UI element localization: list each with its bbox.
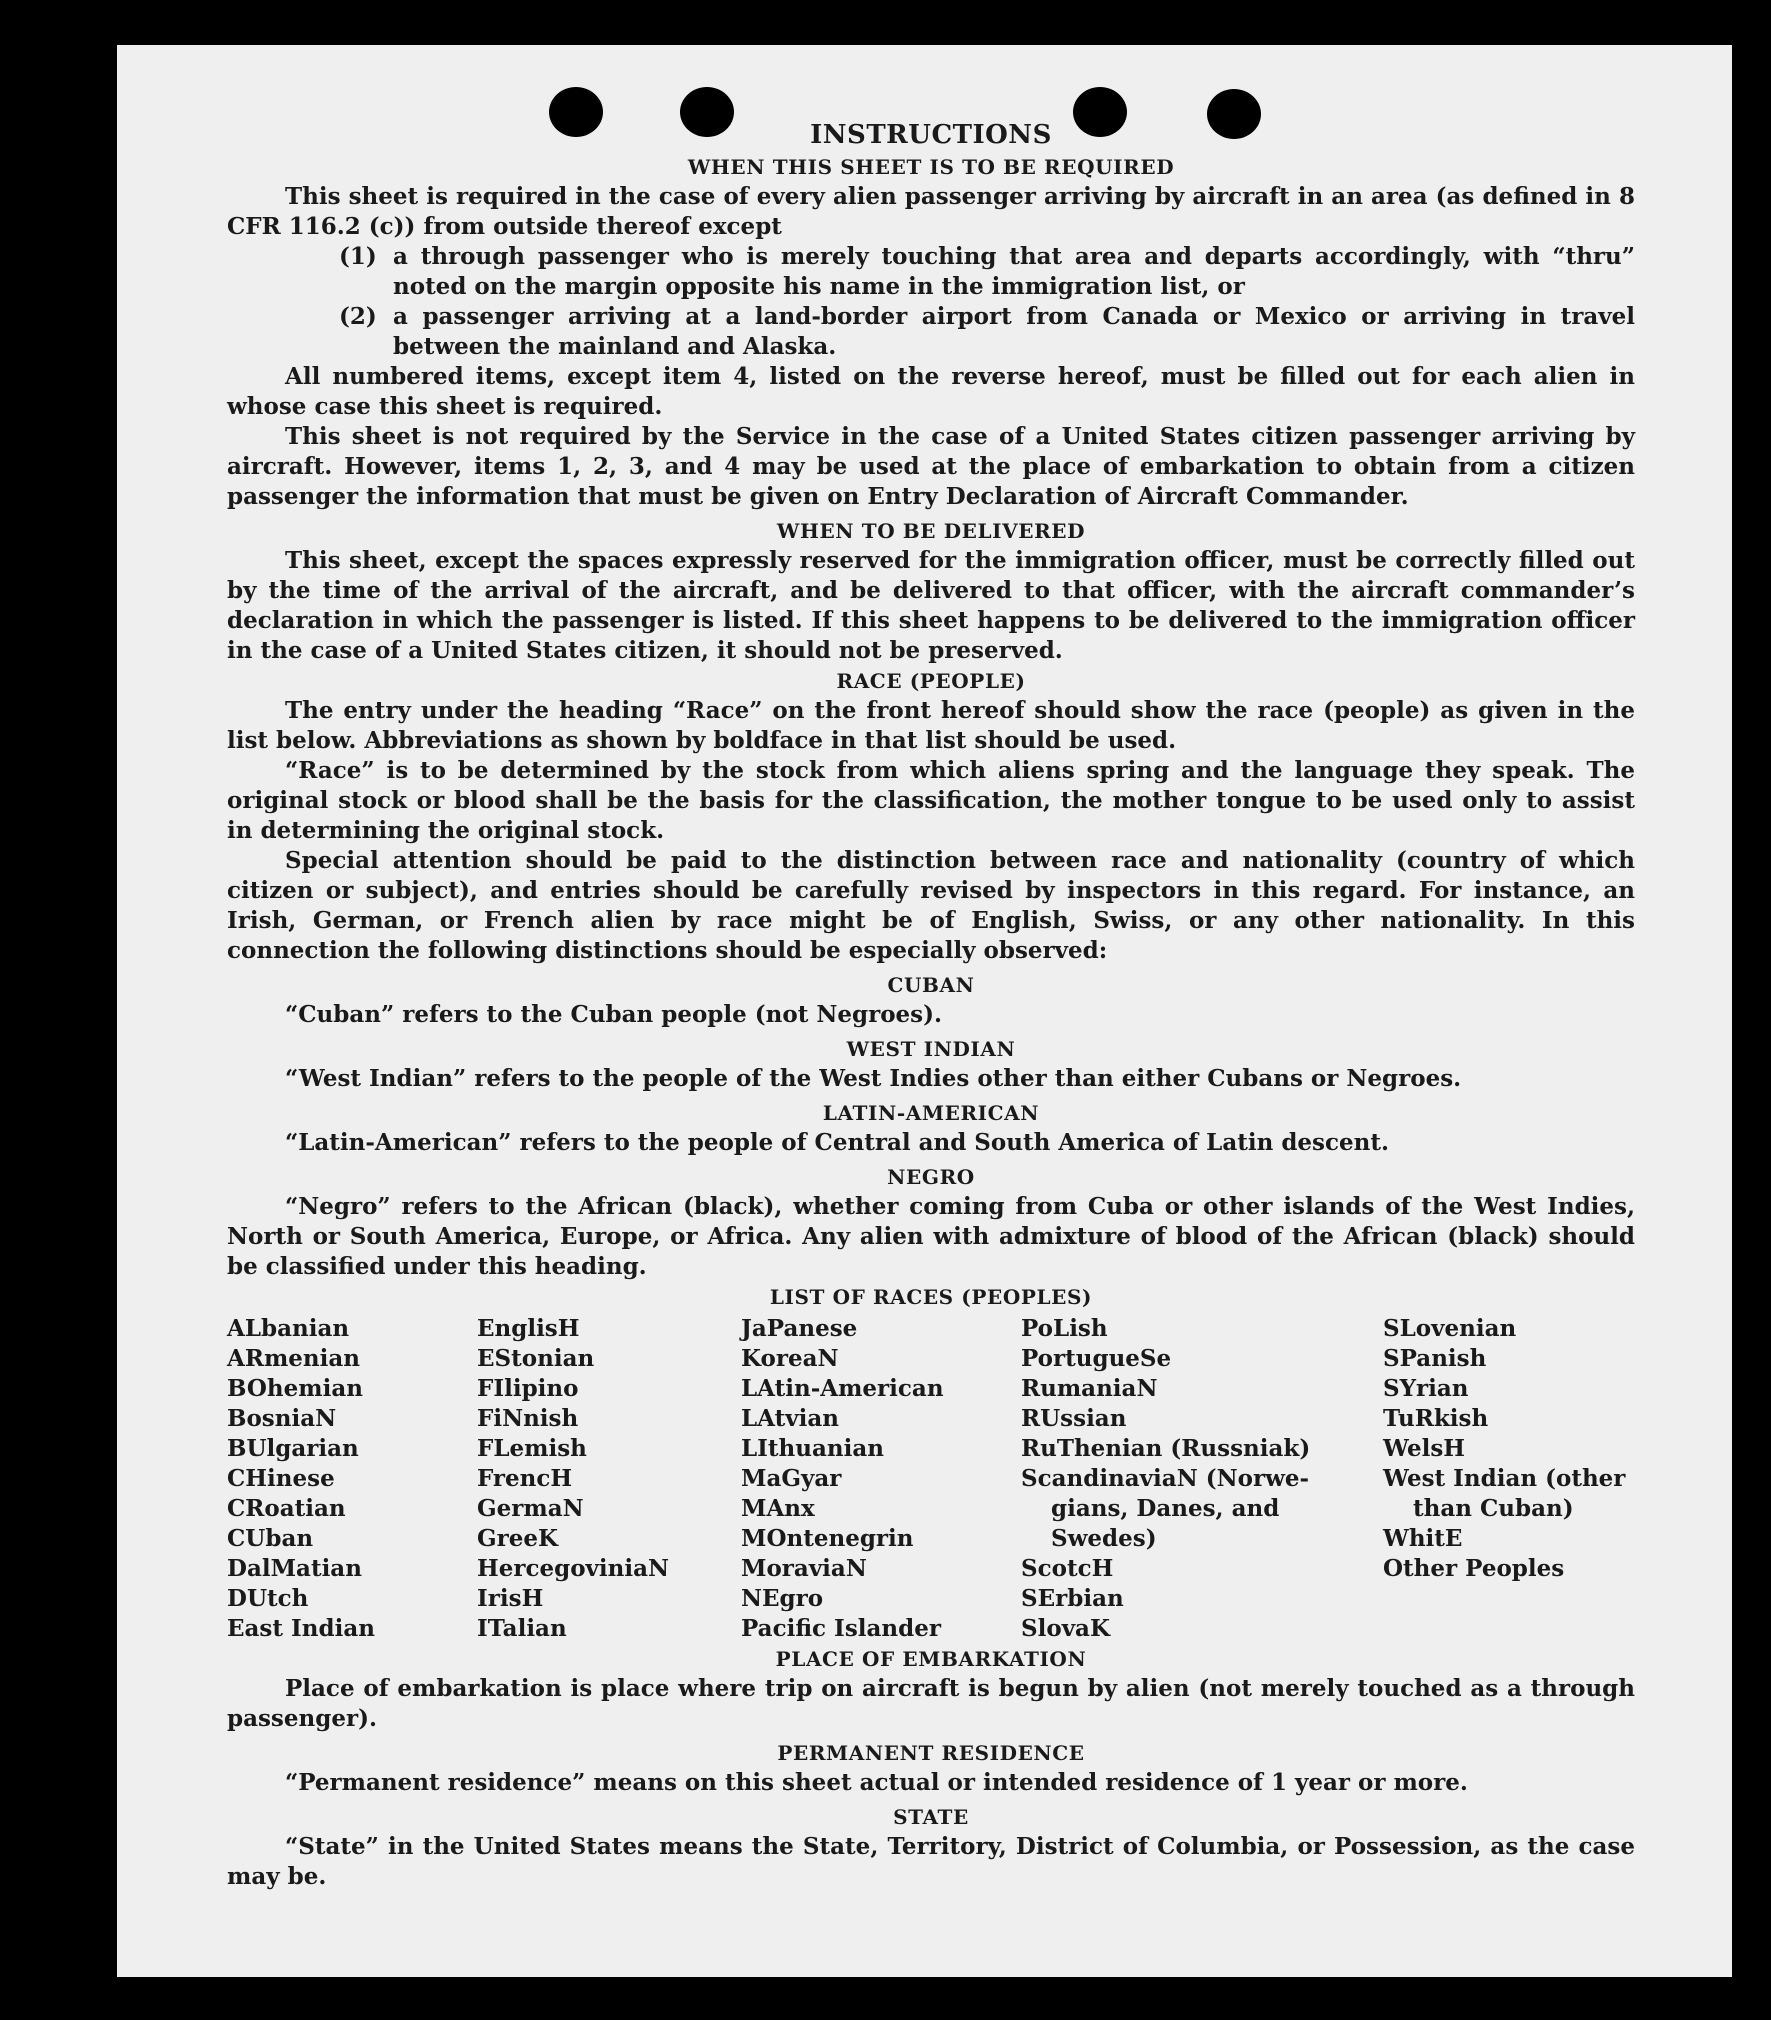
races-column [741, 1314, 1021, 1644]
race-entry: FIlipino [477, 1375, 579, 1402]
race-entry: NEgro [741, 1585, 824, 1612]
race-entry: West Indian (other [1383, 1465, 1626, 1492]
races-list [227, 1314, 1635, 1644]
section-heading-delivered: WHEN TO BE DELIVERED [776, 519, 1086, 543]
race-entry: CUban [227, 1525, 314, 1552]
race-entry: DUtch [227, 1585, 309, 1612]
page-title: INSTRUCTIONS [810, 120, 1052, 150]
paragraph: “West Indian” refers to the people of the West Indies other than either Cubans or Negroes. [285, 1065, 1462, 1092]
race-entry: MAnx [741, 1495, 815, 1522]
race-entry: SLovenian [1383, 1315, 1517, 1342]
races-column [1021, 1314, 1383, 1644]
race-entry: CRoatian [227, 1495, 346, 1522]
race-entry: MaGyar [741, 1465, 842, 1492]
race-entry: GreeK [477, 1525, 559, 1552]
section-heading-residence: PERMANENT RESIDENCE [777, 1741, 1085, 1765]
race-entry: CHinese [227, 1465, 335, 1492]
race-entry: SErbian [1021, 1585, 1124, 1612]
race-entry: BosniaN [227, 1405, 337, 1432]
races-column [1383, 1314, 1635, 1644]
race-entry: DalMatian [227, 1555, 362, 1582]
section-heading-races: LIST OF RACES (PEOPLES) [769, 1285, 1093, 1309]
race-entry: Other Peoples [1383, 1555, 1565, 1582]
paragraph: Place of embarkation is place where trip on aircraft is begun by alien (not merely touched as a through passenger). [227, 1675, 1635, 1732]
race-entry: SPanish [1383, 1345, 1487, 1372]
race-entry: RuThenian (Russniak) [1021, 1435, 1311, 1462]
race-entry: HercegoviniaN [477, 1555, 670, 1582]
section-heading-required: WHEN THIS SHEET IS TO BE REQUIRED [687, 155, 1175, 179]
race-entry: East Indian [227, 1615, 375, 1642]
race-entry: ITalian [477, 1615, 567, 1642]
race-entry: BOhemian [227, 1375, 363, 1402]
section-heading-west-indian: WEST INDIAN [846, 1037, 1016, 1061]
paragraph: “Latin-American” refers to the people of Central and South America of Latin descent. [285, 1129, 1389, 1156]
paragraph: Special attention should be paid to the distinction between race and nationality (country of which citizen or subject), and entries should be carefully revised by inspectors in this regard. For instance, an Irish, German, or French alien by race might be of English, Swiss, or any other nationality. In this connection the following distinctions should be especially observed: [227, 847, 1635, 964]
item-text: a passenger arriving at a land-border airport from Canada or Mexico or arriving in travel between the mainland and Alaska. [393, 303, 1635, 360]
race-entry: MoraviaN [741, 1555, 867, 1582]
section-heading-cuban: CUBAN [887, 973, 975, 997]
race-entry: RumaniaN [1021, 1375, 1158, 1402]
race-entry: LIthuanian [741, 1435, 884, 1462]
race-entry: FrencH [477, 1465, 573, 1492]
race-entry: MOntenegrin [741, 1525, 914, 1552]
race-entry: EStonian [477, 1345, 595, 1372]
section-heading-latin-american: LATIN-AMERICAN [822, 1101, 1040, 1125]
race-entry: EnglisH [477, 1315, 580, 1342]
race-entry: IrisH [477, 1585, 544, 1612]
paragraph: This sheet is required in the case of every alien passenger arriving by aircraft in an area (as defined in 8 CFR 116.2 (c)) from outside thereof except [227, 183, 1635, 240]
race-entry: RUssian [1021, 1405, 1127, 1432]
race-entry: GermaN [477, 1495, 584, 1522]
section-heading-negro: NEGRO [887, 1165, 975, 1189]
races-column [227, 1314, 477, 1644]
paragraph: The entry under the heading “Race” on the front hereof should show the race (people) as given in the list below. Abbreviations as shown by boldface in that list should be used. [227, 697, 1635, 754]
paragraph: “State” in the United States means the State, Territory, District of Columbia, or Possession, as the case may be. [227, 1833, 1635, 1890]
paragraph: This sheet is not required by the Service in the case of a United States citizen passenger arriving by aircraft. However, items 1, 2, 3, and 4 may be used at the place of embarkation to obtain from a citizen passenger the information that must be given on Entry Declaration of Aircraft Commander. [227, 423, 1635, 510]
paragraph: “Negro” refers to the African (black), whether coming from Cuba or other islands of the West Indies, North or South America, Europe, or Africa. Any alien with admixture of blood of the African (black) should be classified under this heading. [227, 1193, 1635, 1280]
race-entry: ALbanian [227, 1315, 350, 1342]
section-heading-embarkation: PLACE OF EMBARKATION [775, 1647, 1087, 1671]
paragraph: “Permanent residence” means on this sheet actual or intended residence of 1 year or more. [285, 1769, 1468, 1796]
paragraph: “Cuban” refers to the Cuban people (not Negroes). [285, 1001, 943, 1028]
item-number: (1) [339, 243, 377, 270]
paragraph: All numbered items, except item 4, listed on the reverse hereof, must be filled out for each alien in whose case this sheet is required. [227, 363, 1635, 420]
race-entry: SlovaK [1021, 1615, 1110, 1642]
race-entry: LAtvian [741, 1405, 839, 1432]
race-entry: SYrian [1383, 1375, 1469, 1402]
race-entry: JaPanese [741, 1315, 858, 1342]
race-entry: ScandinaviaN (Norwe- [1021, 1465, 1310, 1492]
instructions-content [227, 118, 1635, 1892]
race-entry: Swedes) [1051, 1525, 1157, 1552]
race-entry: WelsH [1383, 1435, 1466, 1462]
paragraph: This sheet, except the spaces expressly reserved for the immigration officer, must be correctly filled out by the time of the arrival of the aircraft, and be delivered to that officer, with the aircraft commander’s declaration in which the passenger is listed. If this sheet happens to be delivered to the immigration officer in the case of a United States citizen, it should not be preserved. [227, 547, 1635, 664]
race-entry: TuRkish [1383, 1405, 1489, 1432]
race-entry: PortugueSe [1021, 1345, 1172, 1372]
section-heading-race: RACE (PEOPLE) [836, 669, 1026, 693]
race-entry: ARmenian [227, 1345, 361, 1372]
race-entry: WhitE [1383, 1525, 1463, 1552]
race-entry: KoreaN [741, 1345, 839, 1372]
race-entry: Pacific Islander [741, 1615, 941, 1642]
race-entry: FiNnish [477, 1405, 579, 1432]
item-number: (2) [339, 303, 377, 330]
section-heading-state: STATE [893, 1805, 969, 1829]
numbered-item [339, 302, 1635, 362]
race-entry: gians, Danes, and [1051, 1495, 1280, 1522]
numbered-item [339, 242, 1635, 302]
race-entry: BUlgarian [227, 1435, 359, 1462]
race-entry: FLemish [477, 1435, 587, 1462]
race-entry: than Cuban) [1413, 1495, 1574, 1522]
races-column [477, 1314, 741, 1644]
item-text: a through passenger who is merely touching that area and departs accordingly, with “thru” noted on the margin opposite his name in the immigration list, or [393, 243, 1635, 300]
race-entry: ScotcH [1021, 1555, 1114, 1582]
paragraph: “Race” is to be determined by the stock from which aliens spring and the language they speak. The original stock or blood shall be the basis for the classification, the mother tongue to be used only to assist in determining the original stock. [227, 757, 1635, 844]
race-entry: LAtin-American [741, 1375, 944, 1402]
race-entry: PoLish [1021, 1315, 1108, 1342]
